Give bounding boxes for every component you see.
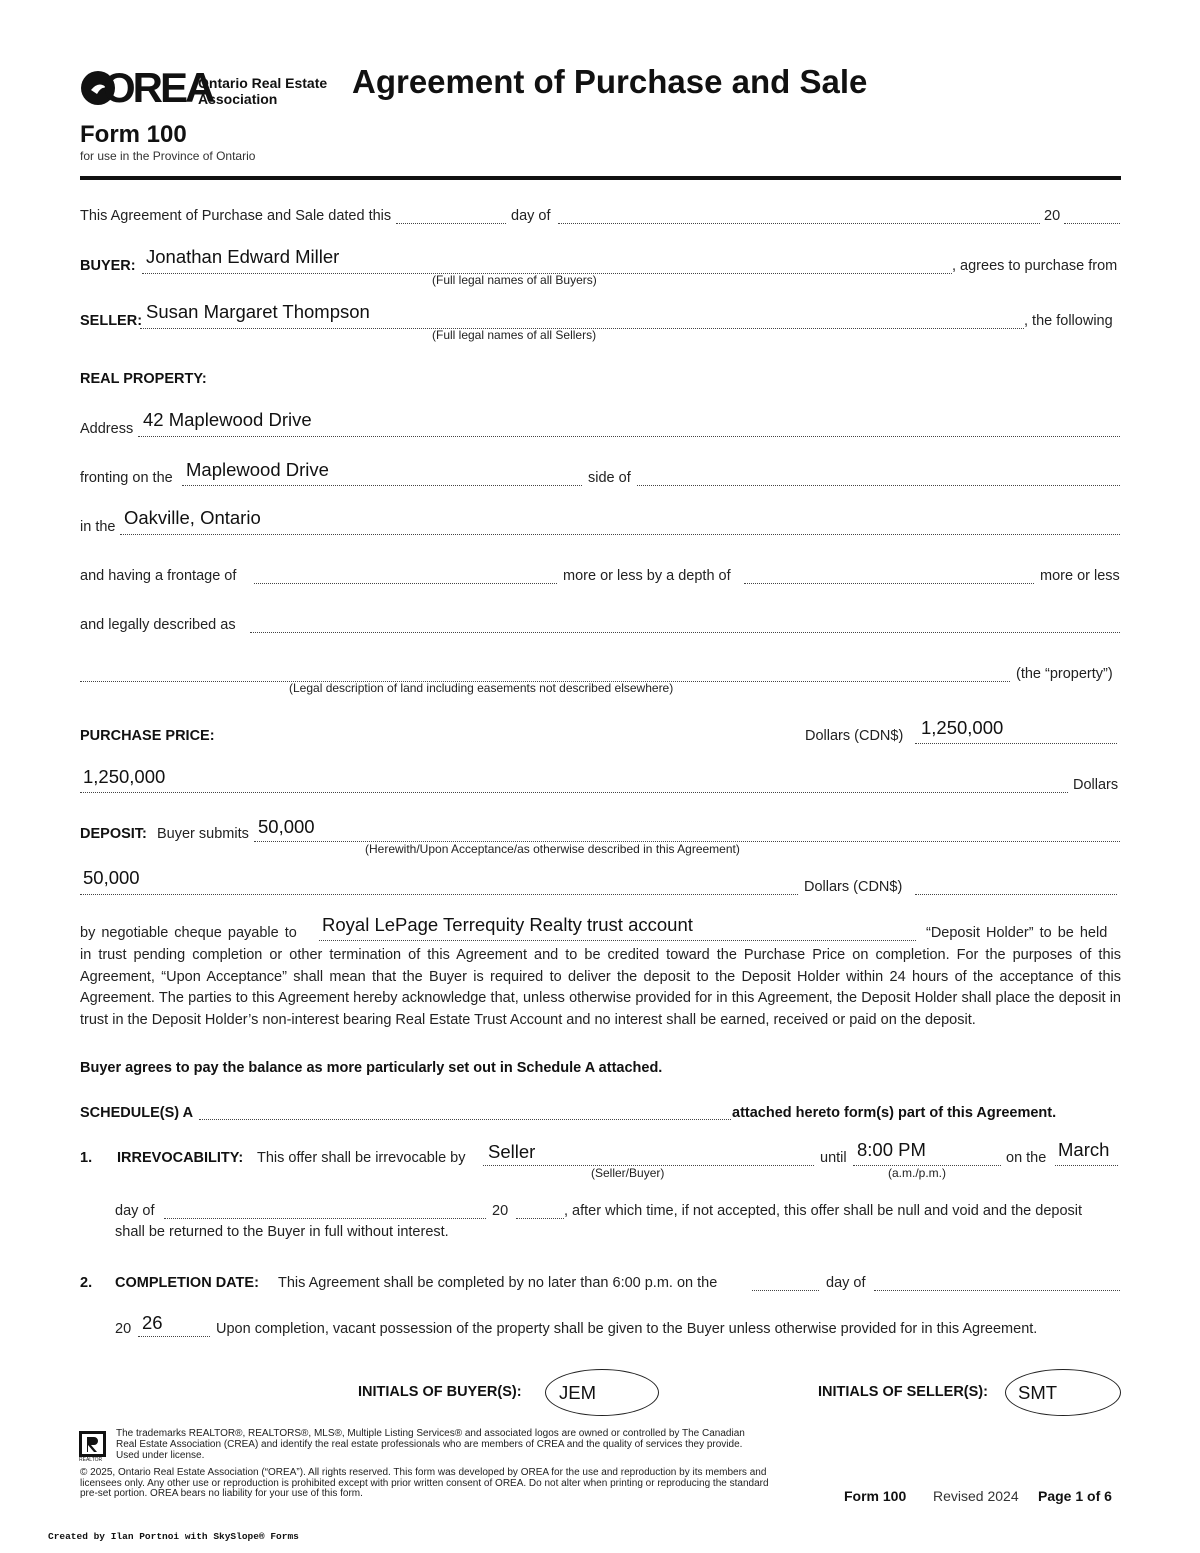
buyer-label: BUYER: (80, 258, 136, 274)
in-the-label: in the (80, 519, 116, 535)
completion-year-value: 26 (142, 1312, 163, 1333)
address-value: 42 Maplewood Drive (143, 409, 312, 430)
realtor-r-icon (79, 1431, 106, 1457)
schedules-field[interactable] (199, 1119, 731, 1120)
cheque-prefix: by negotiable cheque payable to (80, 925, 297, 941)
agreement-date-month-field[interactable] (558, 223, 1040, 224)
deposit-written: 50,000 (83, 867, 140, 888)
purchase-price-dollars-cdn: Dollars (CDN$) (805, 728, 904, 744)
deposit-dollars-cdn: Dollars (CDN$) (804, 879, 903, 895)
completion-after-text: Upon completion, vacant possession of the property shall be given to the Buyer unless otherwise provided for in this Agreement. (216, 1321, 1038, 1337)
more-or-less-label: more or less (1040, 568, 1120, 584)
irrevocable-month-value: March (1058, 1139, 1110, 1160)
footer-form-number: Form 100 (844, 1488, 907, 1504)
buyer-initials-label: INITIALS OF BUYER(S): (358, 1384, 522, 1400)
irrevocability-until: until (820, 1150, 847, 1166)
property-suffix: (the “property”) (1016, 666, 1113, 682)
copyright-text: © 2025, Ontario Real Estate Association (“OREA”). All rights reserved. This form was developed by OREA for the use and reproduction by its members and licensees only. Any other use or reproduction is prohibited except with prior written consent of OREA. Do not alter when printing or reproducing the standard pre-set portion. OREA bears no liability for your use of this form. (80, 1467, 769, 1499)
irrevocability-year-prefix: 20 (492, 1203, 509, 1219)
form-subtitle: for use in the Province of Ontario (80, 149, 256, 163)
completion-year-field[interactable] (138, 1336, 210, 1337)
in-the-value: Oakville, Ontario (124, 507, 261, 528)
orea-logo-text-line2: Association (198, 91, 278, 107)
completion-month-field[interactable] (874, 1290, 1120, 1291)
frontage-label: and having a frontage of (80, 568, 237, 584)
deposit-buyer-submits: Buyer submits (157, 826, 249, 842)
intro-prefix: This Agreement of Purchase and Sale dated this (80, 208, 392, 224)
irrevocable-month-field[interactable] (1055, 1165, 1118, 1166)
irrevocable-by-value: Seller (488, 1141, 536, 1162)
completion-year-prefix: 20 (115, 1321, 132, 1337)
deposit-payee-field[interactable] (319, 940, 916, 941)
side-field[interactable] (637, 485, 1120, 486)
deposit-label: DEPOSIT: (80, 826, 147, 842)
address-field[interactable] (138, 436, 1120, 437)
seller-value: Susan Margaret Thompson (146, 301, 370, 322)
irrevocability-number: 1. (80, 1150, 93, 1166)
buyer-caption: (Full legal names of all Buyers) (432, 273, 597, 287)
irrevocability-on-the: on the (1006, 1150, 1047, 1166)
purchase-price-written: 1,250,000 (83, 766, 166, 787)
deposit-amount-field[interactable] (915, 894, 1117, 895)
legal-description-field-1[interactable] (250, 632, 1120, 633)
purchase-price-written-field[interactable] (80, 792, 1068, 793)
orea-logo (79, 64, 213, 113)
deposit-holder-suffix: “Deposit Holder” to be held (926, 925, 1108, 941)
balance-statement: Buyer agrees to pay the balance as more particularly set out in Schedule A attached. (80, 1060, 663, 1076)
footer-revised: Revised 2024 (933, 1488, 1019, 1504)
seller-caption: (Full legal names of all Sellers) (432, 328, 597, 342)
buyer-value: Jonathan Edward Miller (146, 246, 340, 267)
schedules-label: SCHEDULE(S) A (80, 1105, 194, 1121)
seller-label: SELLER: (80, 313, 143, 329)
depth-label: more or less by a depth of (563, 568, 731, 584)
irrevocable-time-value: 8:00 PM (857, 1139, 926, 1160)
legal-description-caption: (Legal description of land including easements not described elsewhere) (289, 681, 674, 695)
agreement-date-year-field[interactable] (1064, 223, 1120, 224)
trademark-text: The trademarks REALTOR®, REALTORS®, MLS®, Multiple Listing Services® and associated logos are owned or controlled by The Canadian Real Estate Association (CREA) and identify the real estate professionals who are members of CREA and the quality of services they provide. Used under license. (116, 1428, 745, 1461)
irrevocability-after-text: , after which time, if not accepted, this offer shall be null and void and the deposit (564, 1203, 1083, 1219)
purchase-price-amount: 1,250,000 (921, 717, 1004, 738)
irrevocable-year-field[interactable] (516, 1218, 564, 1219)
completion-day-field[interactable] (752, 1290, 819, 1291)
fronting-field[interactable] (182, 485, 582, 486)
completion-label: COMPLETION DATE: (115, 1275, 259, 1291)
created-by-note: Created by Ilan Portnoi with SkySlope® Forms (48, 1531, 299, 1542)
deposit-paragraph: in trust pending completion or other termination of this Agreement and to be credited toward the Purchase Price on completion. For the purposes of this Agreement, “Upon Acceptance” shall mean that the Buyer is required to deliver the deposit to the Deposit Holder within 24 hours of the acceptance of this Agreement. The parties to this Agreement hereby acknowledge that, unless otherwise provided for in this Agreement, the Deposit Holder shall place the deposit in trust in the Deposit Holder’s non-interest bearing Real Estate Trust Account and no interest shall be earned, received or paid on the deposit. (80, 947, 1121, 1028)
purchase-price-label: PURCHASE PRICE: (80, 728, 215, 744)
orea-logo-wordmark: OREA (103, 64, 213, 111)
header-rule (80, 176, 1121, 180)
real-property-heading: REAL PROPERTY: (80, 371, 207, 387)
completion-text: This Agreement shall be completed by no later than 6:00 p.m. on the (278, 1275, 718, 1291)
realtor-logo (79, 1431, 106, 1461)
agreement-date-day-field[interactable] (396, 223, 506, 224)
realtor-caption: REALTOR (79, 1457, 103, 1463)
completion-day-of: day of (826, 1275, 866, 1291)
buyer-suffix: , agrees to purchase from (952, 258, 1118, 274)
intro-day-of: day of (511, 208, 551, 224)
irrevocability-label: IRREVOCABILITY: (117, 1150, 244, 1166)
form-number: Form 100 (80, 121, 187, 148)
intro-year-prefix: 20 (1044, 208, 1061, 224)
purchase-price-amount-field[interactable] (915, 743, 1117, 744)
legal-description-label: and legally described as (80, 617, 236, 633)
fronting-label: fronting on the (80, 470, 173, 486)
fronting-value: Maplewood Drive (186, 459, 329, 480)
irrevocability-returned-text: shall be returned to the Buyer in full without interest. (115, 1224, 449, 1240)
irrevocable-day-field[interactable] (164, 1218, 486, 1219)
irrevocable-time-caption: (a.m./p.m.) (888, 1166, 947, 1180)
completion-number: 2. (80, 1275, 93, 1291)
seller-initials-label: INITIALS OF SELLER(S): (818, 1384, 988, 1400)
deposit-payee: Royal LePage Terrequity Realty trust account (322, 914, 693, 935)
irrevocable-by-caption: (Seller/Buyer) (591, 1166, 665, 1180)
schedules-suffix: attached hereto form(s) part of this Agreement. (732, 1105, 1057, 1121)
irrevocability-text: This offer shall be irrevocable by (257, 1150, 466, 1166)
deposit-caption: (Herewith/Upon Acceptance/as otherwise described in this Agreement) (365, 842, 740, 856)
footer-page-number: Page 1 of 6 (1038, 1488, 1112, 1504)
buyer-initials-value: JEM (559, 1382, 596, 1403)
seller-suffix: , the following (1024, 313, 1113, 329)
purchase-price-dollars: Dollars (1073, 777, 1119, 793)
seller-initials-value: SMT (1018, 1382, 1058, 1403)
deposit-value: 50,000 (258, 816, 315, 837)
irrevocability-day-of: day of (115, 1203, 155, 1219)
page-title: Agreement of Purchase and Sale (352, 63, 868, 100)
municipality-field[interactable] (120, 534, 1120, 535)
side-label: side of (588, 470, 631, 486)
frontage-field[interactable] (254, 583, 557, 584)
orea-logo-text-line1: Ontario Real Estate (198, 75, 328, 91)
deposit-written-field[interactable] (80, 894, 798, 895)
address-label: Address (80, 421, 134, 437)
depth-field[interactable] (744, 583, 1034, 584)
